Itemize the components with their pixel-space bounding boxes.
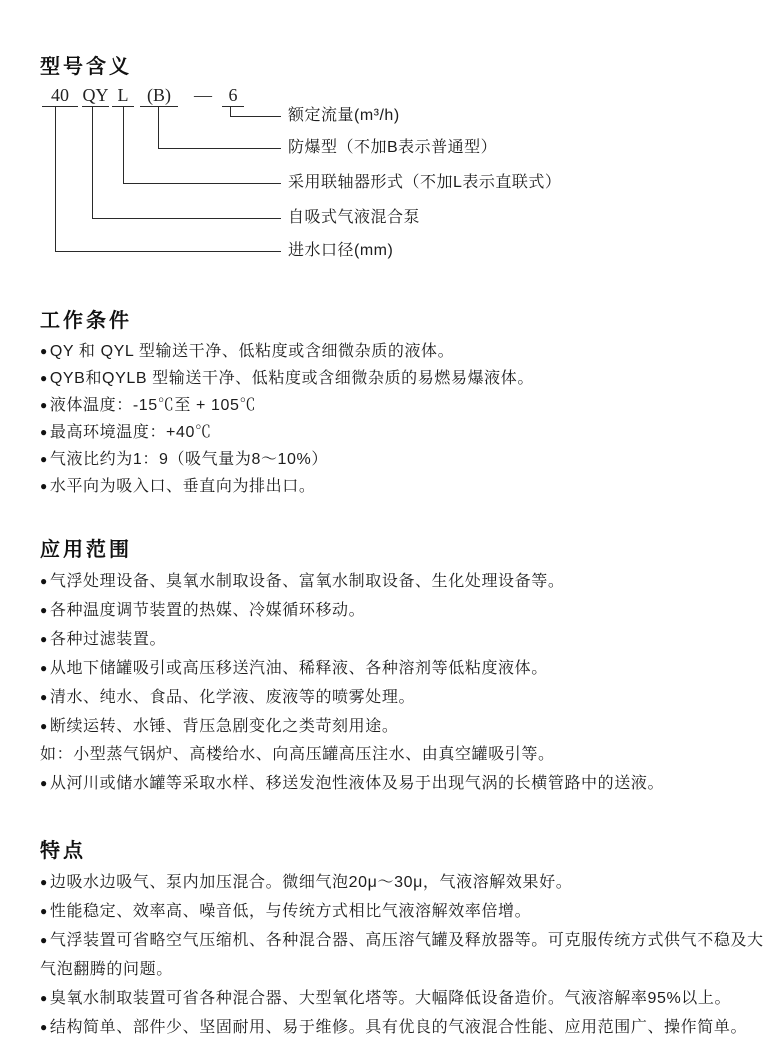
connector-line-horizontal	[55, 251, 281, 252]
connector-line-vertical	[123, 106, 124, 183]
connector-line-vertical	[55, 106, 56, 251]
code-label-inlet-diameter: 进水口径(mm)	[288, 242, 394, 259]
code-label-rated-flow: 额定流量(m³/h)	[288, 107, 400, 124]
list-item	[40, 567, 770, 596]
list-item-text: QYB和QYLB 型输送干净、低粘度或含细微杂质的易燃易爆液体。	[49, 370, 534, 387]
list-item-text: 气浮装置可省略空气压缩机、各种混合器、高压溶气罐及释放器等。可克服传统方式供气不稳及大气泡翻腾的问题。	[40, 932, 764, 978]
bullet-icon: ●	[40, 371, 48, 385]
list-item	[40, 897, 770, 926]
bullet-icon: ●	[40, 603, 48, 617]
connector-line-vertical	[92, 106, 93, 218]
section-applications	[40, 539, 770, 798]
connector-line-horizontal	[230, 116, 281, 117]
connector-line-horizontal	[92, 218, 281, 219]
section-features	[40, 840, 770, 1042]
list-item-text: 各种过滤装置。	[49, 631, 167, 648]
model-code-dash: —	[194, 85, 212, 105]
list-item-text: 断续运转、水锤、背压急剧变化之类苛刻用途。	[49, 718, 399, 735]
list-item	[40, 926, 770, 984]
list-item	[40, 392, 770, 419]
list-item	[40, 338, 770, 365]
section-work-conditions	[40, 310, 770, 500]
list-item-text: 气浮处理设备、臭氧水制取设备、富氧水制取设备、生化处理设备等。	[49, 573, 565, 590]
section-title-work-conditions: 工作条件	[40, 310, 132, 332]
bullet-icon: ●	[40, 690, 48, 704]
bullet-icon: ●	[40, 1020, 48, 1034]
list-item-text: 气液比约为1：9（吸气量为8～10%）	[49, 451, 328, 468]
connector-line-horizontal	[123, 183, 281, 184]
connector-line-vertical	[158, 106, 159, 148]
model-code-diagram	[40, 85, 770, 271]
list-item-text: 臭氧水制取装置可省各种混合器、大型氧化塔等。大幅降低设备造价。气液溶解率95%以上。	[49, 990, 732, 1007]
list-item	[40, 1013, 770, 1042]
list-item	[40, 654, 770, 683]
bullet-icon: ●	[40, 398, 48, 412]
bullet-icon: ●	[40, 875, 48, 889]
list-item	[40, 712, 770, 741]
list-item	[40, 625, 770, 654]
model-code-part-pump-type: QY	[82, 85, 109, 105]
bullet-icon: ●	[40, 719, 48, 733]
code-label-explosion-proof: 防爆型（不加B表示普通型）	[288, 139, 498, 156]
list-item	[40, 365, 770, 392]
applications-list	[40, 567, 770, 798]
bullet-icon: ●	[40, 904, 48, 918]
section-title-applications: 应用范围	[40, 539, 132, 561]
bullet-icon: ●	[40, 661, 48, 675]
bullet-icon: ●	[40, 344, 48, 358]
model-code-part-explosion-proof: (B)	[140, 85, 178, 107]
list-item-text: 清水、纯水、食品、化学液、废液等的喷雾处理。	[49, 689, 416, 706]
section-title-features: 特点	[40, 840, 86, 862]
bullet-icon: ●	[40, 776, 48, 790]
list-item-note	[40, 741, 770, 769]
bullet-icon: ●	[40, 991, 48, 1005]
list-item	[40, 419, 770, 446]
bullet-icon: ●	[40, 933, 48, 947]
list-item	[40, 446, 770, 473]
bullet-icon: ●	[40, 479, 48, 493]
model-code-part-inlet-size: 40	[42, 85, 78, 107]
list-item	[40, 683, 770, 712]
list-item	[40, 473, 770, 500]
features-list	[40, 868, 770, 1042]
work-conditions-list	[40, 338, 770, 500]
connector-line-horizontal	[158, 148, 281, 149]
list-item-text: 从地下储罐吸引或高压移送汽油、稀释液、各种溶剂等低粘度液体。	[49, 660, 548, 677]
list-item-text: 如：小型蒸气锅炉、高楼给水、向高压罐高压注水、由真空罐吸引等。	[40, 746, 555, 763]
list-item-text: 液体温度：-15℃至 + 105℃	[49, 397, 257, 414]
connector-line-vertical	[230, 106, 231, 116]
section-model-meaning	[40, 55, 770, 271]
bullet-icon: ●	[40, 452, 48, 466]
list-item-text: 最高环境温度：+40℃	[49, 424, 212, 441]
list-item-text: 结构简单、部件少、坚固耐用、易于维修。具有优良的气液混合性能、应用范围广、操作简单。	[49, 1019, 748, 1036]
model-code-part-flow: 6	[222, 85, 244, 107]
list-item-text: 从河川或储水罐等采取水样、移送发泡性液体及易于出现气涡的长横管路中的送液。	[49, 775, 665, 792]
list-item	[40, 769, 770, 798]
code-label-coupling-type: 采用联轴器形式（不加L表示直联式）	[288, 174, 562, 191]
list-item-text: 边吸水边吸气、泵内加压混合。微细气泡20μ～30μ，气液溶解效果好。	[49, 874, 573, 891]
list-item-text: 性能稳定、效率高、噪音低，与传统方式相比气液溶解效率倍增。	[49, 903, 532, 920]
section-title-model-meaning: 型号含义	[40, 56, 132, 78]
list-item	[40, 868, 770, 897]
bullet-icon: ●	[40, 574, 48, 588]
list-item	[40, 984, 770, 1013]
list-item-text: 各种温度调节装置的热媒、冷媒循环移动。	[49, 602, 366, 619]
bullet-icon: ●	[40, 425, 48, 439]
model-code-part-coupling: L	[112, 85, 134, 107]
code-label-pump-type: 自吸式气液混合泵	[288, 209, 421, 226]
list-item-text: QY 和 QYL 型输送干净、低粘度或含细微杂质的液体。	[49, 343, 455, 360]
list-item-text: 水平向为吸入口、垂直向为排出口。	[49, 478, 316, 495]
list-item	[40, 596, 770, 625]
bullet-icon: ●	[40, 632, 48, 646]
